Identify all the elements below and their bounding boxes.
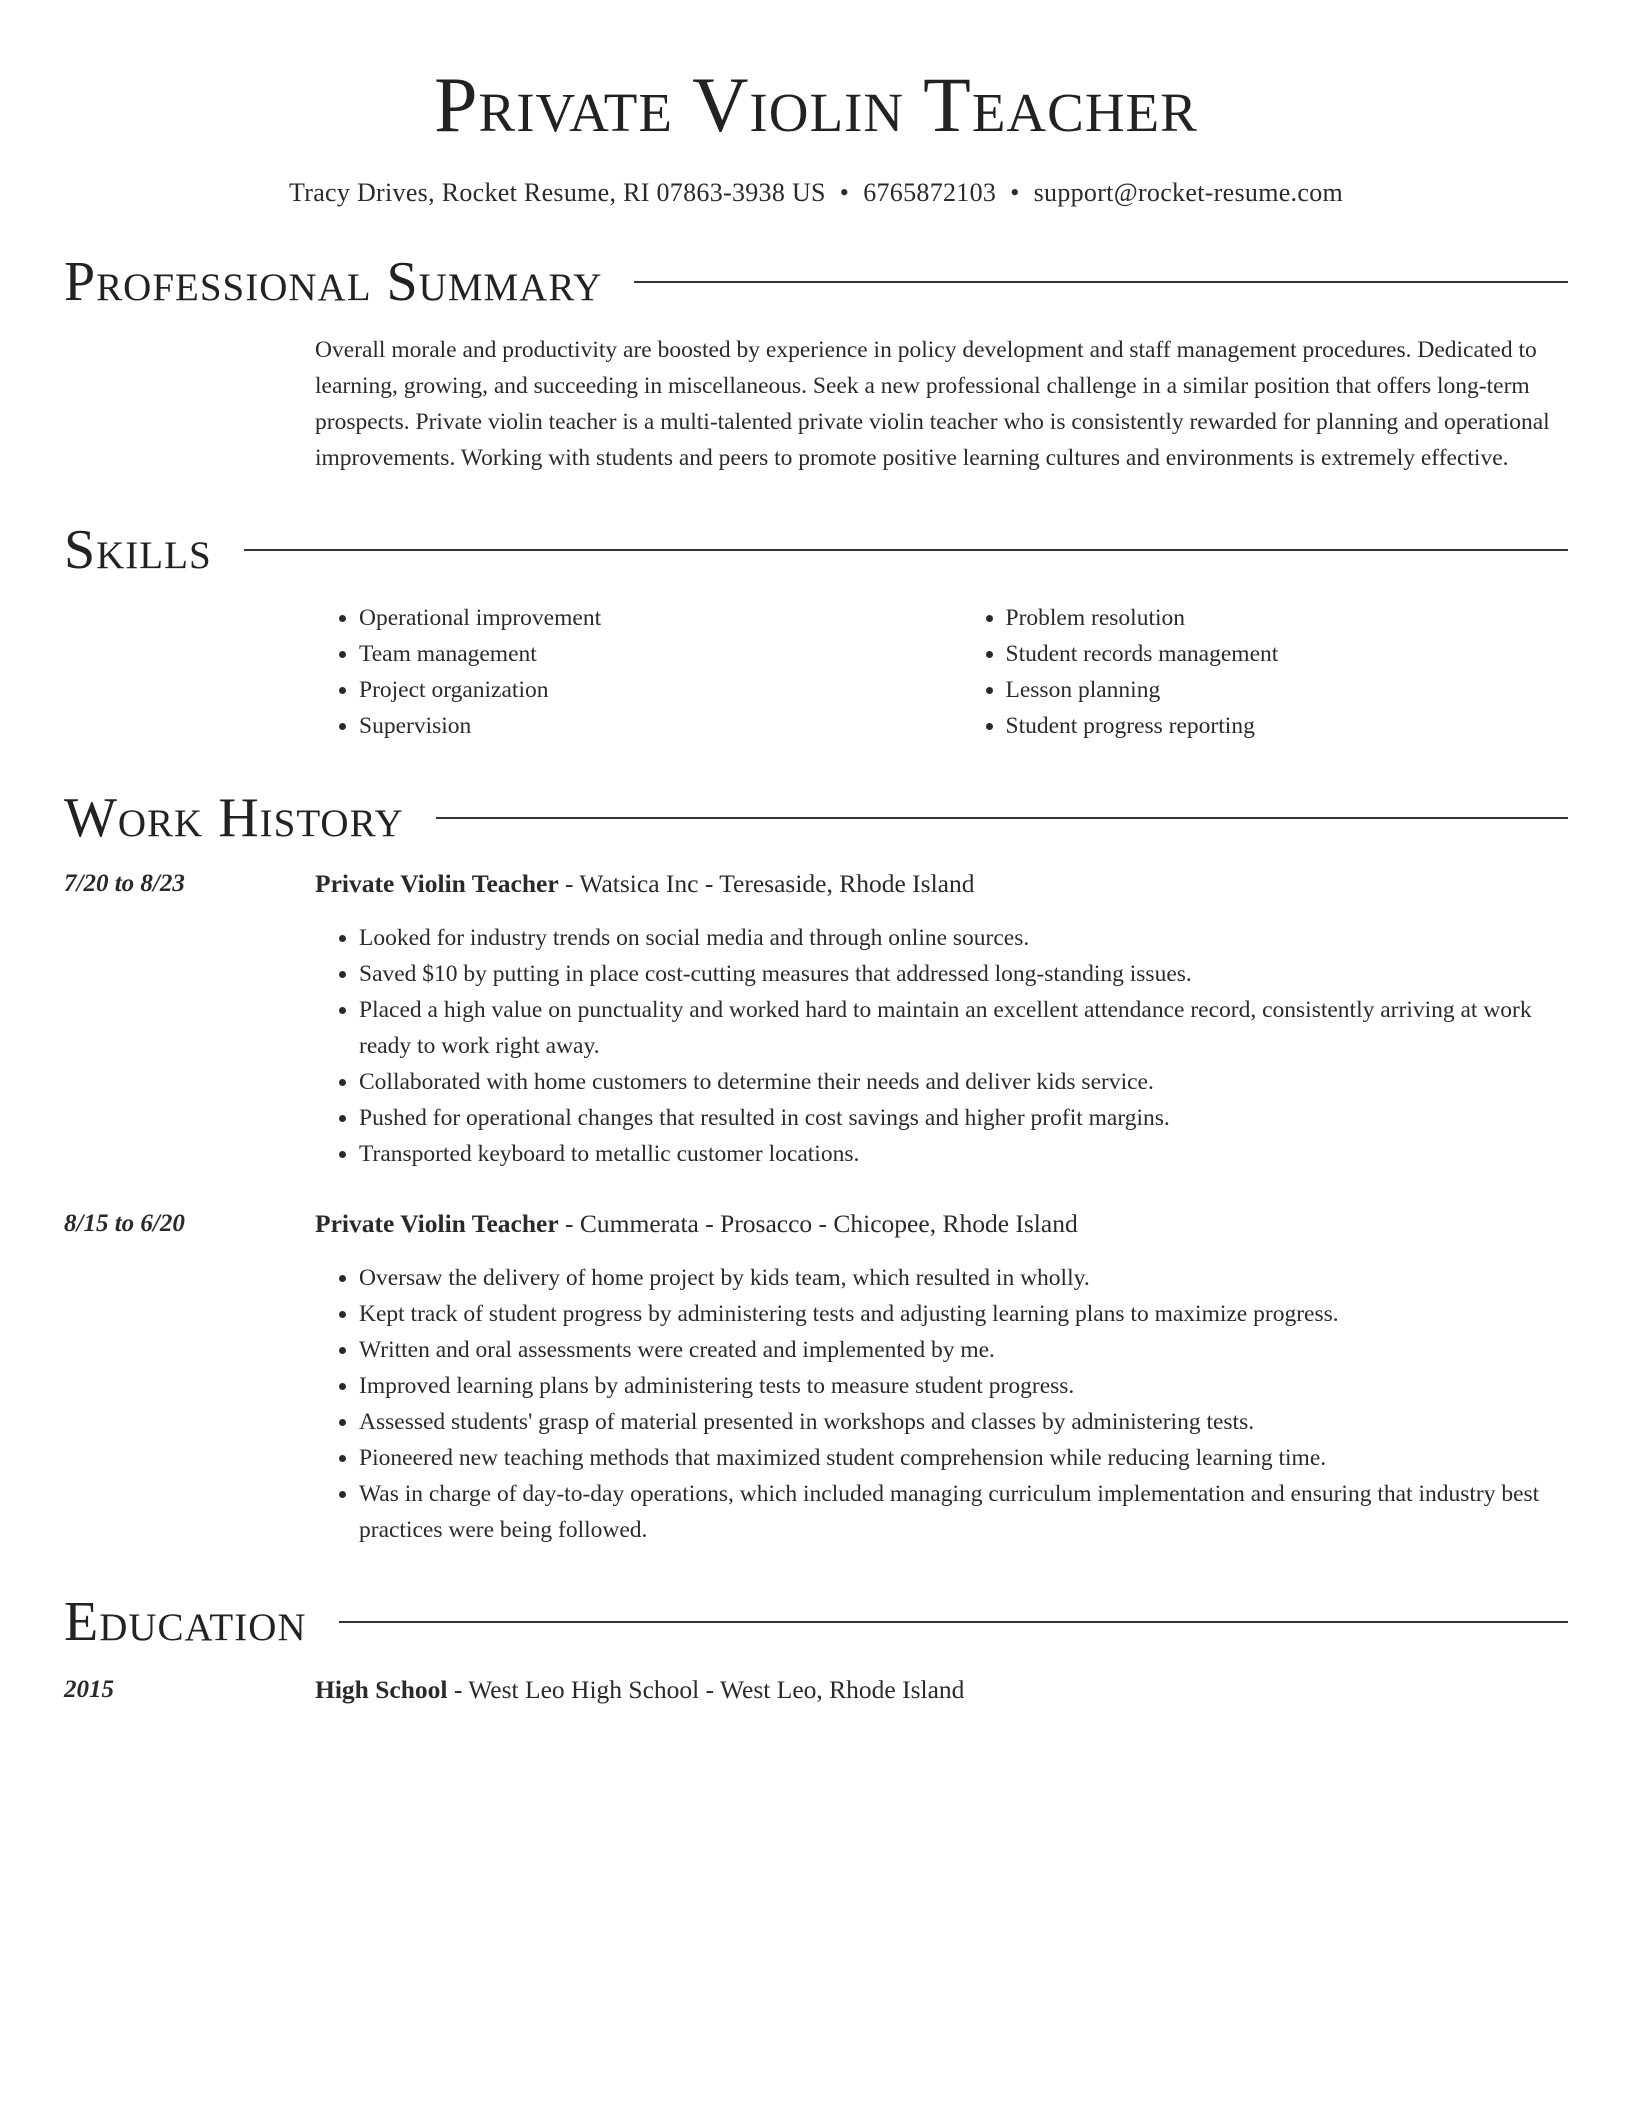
job-title: Private Violin Teacher [315, 869, 559, 898]
summary-section-header [64, 251, 1568, 313]
job-bullet: • Pushed for operational changes that resulted in cost savings and higher profit margins. [359, 1100, 1568, 1136]
skill-item: • Project organization [359, 672, 922, 708]
job-bullet: • Assessed students' grasp of material presented in workshops and classes by administering tests. [359, 1404, 1568, 1440]
section-divider [244, 549, 1568, 551]
skill-item: • Problem resolution [1006, 600, 1569, 636]
job-bullet: • Transported keyboard to metallic customer locations. [359, 1136, 1568, 1172]
education-entry [64, 1672, 1568, 1708]
job-body [315, 866, 1568, 1172]
job-title-line [315, 1206, 1568, 1242]
job-bullet: • Written and oral assessments were created and implemented by me. [359, 1332, 1568, 1368]
contact-separator: • [839, 178, 850, 207]
skills-heading: Skills [64, 519, 212, 581]
skill-item: • Student progress reporting [1006, 708, 1569, 744]
skill-item: • Supervision [359, 708, 922, 744]
job-bullet: • Improved learning plans by administering tests to measure student progress. [359, 1368, 1568, 1404]
job-bullets [315, 920, 1568, 1172]
job-bullet: • Looked for industry trends on social media and through online sources. [359, 920, 1568, 956]
job-bullet: • Kept track of student progress by administering tests and adjusting learning plans to maximize progress. [359, 1296, 1568, 1332]
skill-item: • Operational improvement [359, 600, 922, 636]
job-bullet: • Pioneered new teaching methods that maximized student comprehension while reducing learning time. [359, 1440, 1568, 1476]
contact-separator: • [1010, 178, 1020, 207]
job-bullet: • Placed a high value on punctuality and worked hard to maintain an excellent attendance record, consistently arriving at work ready to work right away. [359, 992, 1568, 1064]
job-entry [64, 1206, 1568, 1548]
candidate-name: Private Violin Teacher [434, 61, 1198, 148]
job-bullet: • Oversaw the delivery of home project by kids team, which resulted in wholly. [359, 1260, 1568, 1296]
job-title: Private Violin Teacher [315, 1209, 559, 1238]
education-body [315, 1672, 1568, 1708]
contact-line [64, 178, 1568, 208]
skill-item: • Student records management [1006, 636, 1569, 672]
contact-phone: 6765872103 [863, 178, 997, 207]
education-degree: High School [315, 1675, 448, 1704]
skills-section-header [64, 519, 1568, 581]
job-dates: 8/15 to 6/20 [64, 1210, 185, 1237]
skills-row [64, 600, 1568, 744]
skill-item: • Lesson planning [1006, 672, 1569, 708]
section-divider [339, 1621, 1568, 1623]
job-employer: - Watsica Inc - Teresaside, Rhode Island [558, 869, 975, 898]
education-school: - West Leo High School - West Leo, Rhode Island [447, 1675, 965, 1704]
job-bullets [315, 1260, 1568, 1548]
education-year: 2015 [64, 1676, 114, 1703]
summary-text: Overall morale and productivity are boosted by experience in policy development and staff management procedures. Dedicated to learning, growing, and succeeding in miscellaneous. Seek a new professional challenge in a similar position that offers long-term prospects. Private violin teacher is a multi-talented private violin teacher who is consistently rewarded for planning and operational improvements. Working with students and peers to promote positive learning cultures and environments is extremely effective. [315, 337, 1550, 471]
summary-heading: Professional Summary [64, 251, 603, 313]
job-bullet: • Saved $10 by putting in place cost-cutting measures that addressed long-standing issues. [359, 956, 1568, 992]
contact-address: Tracy Drives, Rocket Resume, RI 07863-3938 US [288, 178, 826, 207]
work-heading: Work History [64, 787, 404, 849]
job-bullet: • Was in charge of day-to-day operations, which included managing curriculum implementation and ensuring that industry best practices were being followed. [359, 1476, 1568, 1548]
job-body [315, 1206, 1568, 1548]
education-section-header [64, 1591, 1568, 1653]
education-heading: Education [64, 1591, 307, 1653]
skill-item: • Team management [359, 636, 922, 672]
skills-list-right [962, 600, 1569, 744]
job-bullet: • Collaborated with home customers to determine their needs and deliver kids service. [359, 1064, 1568, 1100]
summary-row [64, 332, 1568, 476]
job-entry [64, 866, 1568, 1172]
contact-email: support@rocket-resume.com [1033, 178, 1344, 207]
work-section-header [64, 787, 1568, 849]
skills-grid [315, 600, 1568, 744]
job-dates: 7/20 to 8/23 [64, 870, 185, 897]
job-employer: - Cummerata - Prosacco - Chicopee, Rhode Island [558, 1209, 1078, 1238]
summary-left-gutter [64, 332, 315, 476]
section-divider [436, 817, 1568, 819]
section-divider [634, 281, 1568, 283]
job-title-line [315, 866, 1568, 902]
skills-list-left [315, 600, 922, 744]
skills-left-gutter [64, 600, 315, 744]
